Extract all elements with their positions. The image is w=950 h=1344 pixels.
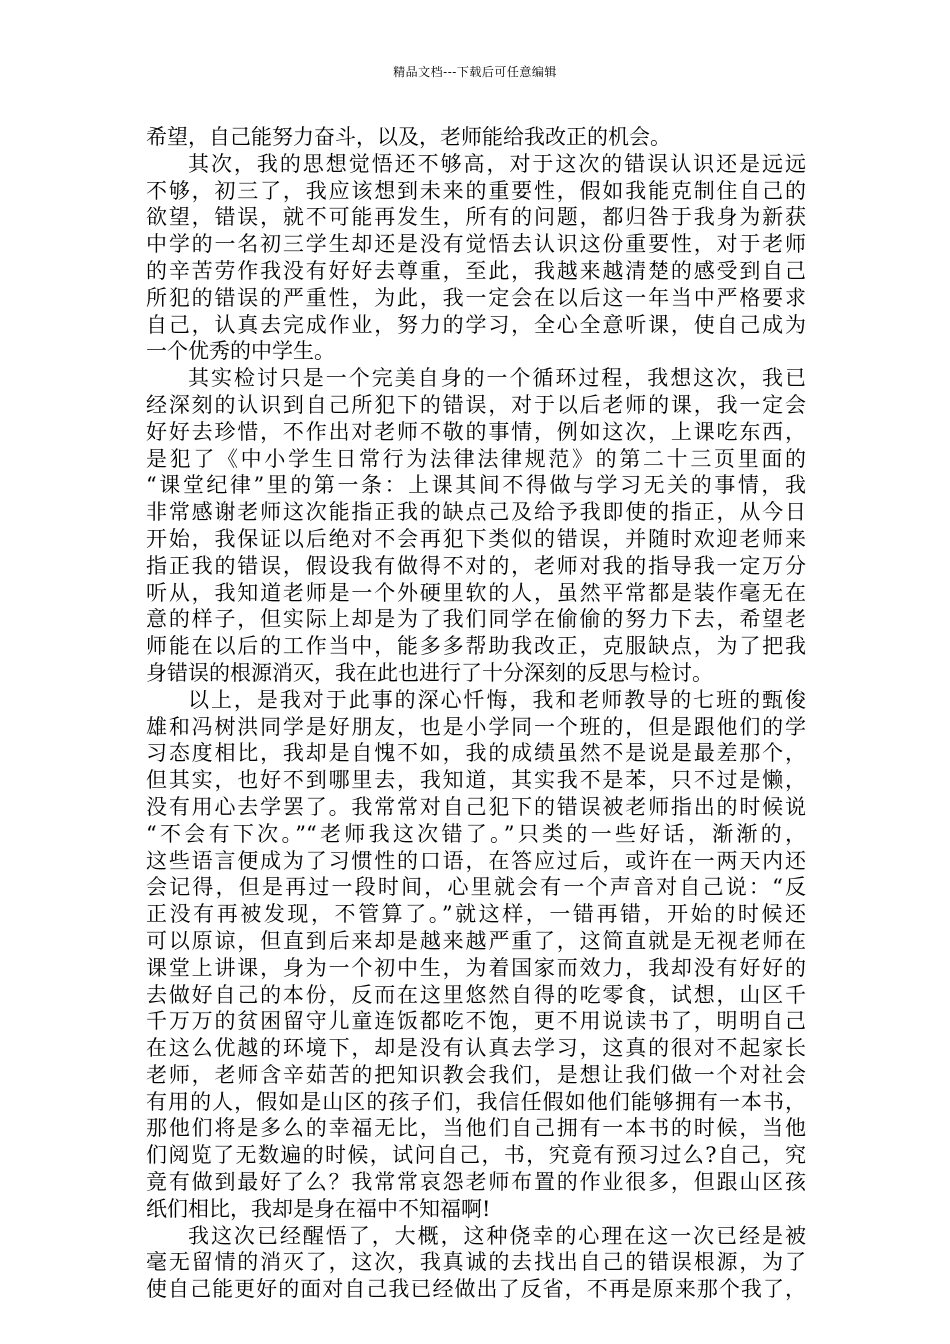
text-line: 不够，初三了，我应该想到未来的重要性，假如我能克制住自己的 (146, 178, 806, 203)
text-line: 听从，我知道老师是一个外硬里软的人，虽然平常都是装作毫无在 (146, 580, 806, 605)
text-line: 经深刻的认识到自己所犯下的错误，对于以后老师的课，我一定会 (146, 392, 806, 417)
text-line: 所犯的错误的严重性，为此，我一定会在以后这一年当中严格要求 (146, 285, 806, 310)
page-header: 精品文档---下载后可任意编辑 (393, 65, 557, 79)
text-line: 那他们将是多么的幸福无比，当他们自己拥有一本书的时候，当他 (146, 1116, 806, 1141)
text-line: 好好去珍惜，不作出对老师不敬的事情，例如这次，上课吃东西， (146, 419, 806, 444)
text-line: 其次，我的思想觉悟还不够高，对于这次的错误认识还是远远 (188, 151, 806, 176)
text-line: 非常感谢老师这次能指正我的缺点己及给予我即使的指正，从今日 (146, 500, 806, 525)
text-line: 是犯了《中小学生日常行为法律法律规范》的第二十三页里面的 (146, 446, 806, 471)
text-line: 我这次已经醒悟了，大概，这种侥幸的心理在这一次已经是被 (188, 1223, 806, 1248)
text-line: 没有用心去学罢了。我常常对自己犯下的错误被老师指出的时候说 (146, 794, 806, 819)
text-line: 雄和冯树洪同学是好朋友，也是小学同一个班的，但是跟他们的学 (146, 714, 806, 739)
text-line: 一个优秀的中学生。 (146, 339, 335, 364)
text-line: “不会有下次。”“老师我这次错了。”只类的一些好话，渐渐的， (146, 821, 806, 846)
text-line: 以上，是我对于此事的深心忏悔，我和老师教导的七班的甄俊 (188, 687, 806, 712)
text-line: 有用的人，假如是山区的孩子们，我信任假如他们能够拥有一本书， (146, 1089, 806, 1114)
text-line: 老师，老师含辛茹苦的把知识教会我们，是想让我们做一个对社会 (146, 1062, 806, 1087)
text-line: 指正我的错误，假设我有做得不对的，老师对我的指导我一定万分 (146, 553, 806, 578)
text-line: 正没有再被发现，不管算了。”就这样，一错再错，开始的时候还 (146, 902, 806, 927)
text-line: 其实检讨只是一个完美自身的一个循环过程，我想这次，我已 (188, 366, 806, 391)
text-line: 们阅览了无数遍的时候，试问自己，书，究竟有预习过么?自己，究 (146, 1143, 806, 1168)
text-line: 纸们相比，我却是身在福中不知福啊! (146, 1196, 491, 1221)
text-line: 去做好自己的本份，反而在这里悠然自得的吃零食，试想，山区千 (146, 982, 806, 1007)
text-line: 课堂上讲课，身为一个初中生，为着国家而效力，我却没有好好的 (146, 955, 806, 980)
text-line: 习态度相比，我却是自愧不如，我的成绩虽然不是说是最差那个， (146, 741, 806, 766)
text-line: 师能在以后的工作当中，能多多帮助我改正，克服缺点，为了把我 (146, 634, 806, 659)
text-line: 竟有做到最好了么？我常常哀怨老师布置的作业很多，但跟山区孩 (146, 1170, 806, 1195)
text-line: 使自己能更好的面对自己我已经做出了反省，不再是原来那个我了， (146, 1277, 806, 1302)
text-line: 身错误的根源消灭，我在此也进行了十分深刻的反思与检讨。 (146, 660, 713, 685)
text-line: 开始，我保证以后绝对不会再犯下类似的错误，并随时欢迎老师来 (146, 526, 806, 551)
text-line: 意的样子，但实际上却是为了我们同学在偷偷的努力下去，希望老 (146, 607, 806, 632)
document-body (146, 124, 806, 1303)
text-line: 希望，自己能努力奋斗，以及，老师能给我改正的机会。 (146, 125, 671, 149)
text-line: 的辛苦劳作我没有好好去尊重，至此，我越来越清楚的感受到自己 (146, 258, 806, 283)
text-line: 千万万的贫困留守儿童连饭都吃不饱，更不用说读书了，明明自己 (146, 1009, 806, 1034)
text-line: 中学的一名初三学生却还是没有觉悟去认识这份重要性，对于老师 (146, 232, 806, 257)
text-line: “课堂纪律”里的第一条：上课其间不得做与学习无关的事情，我 (146, 473, 806, 498)
text-line: 但其实，也好不到哪里去，我知道，其实我不是苯，只不过是懒， (146, 768, 806, 793)
text-line: 自己，认真去完成作业，努力的学习，全心全意听课，使自己成为 (146, 312, 806, 337)
text-line: 会记得，但是再过一段时间，心里就会有一个声音对自己说：“反 (146, 875, 806, 900)
text-line: 毫无留情的消灭了，这次，我真诚的去找出自己的错误根源，为了 (146, 1250, 806, 1275)
text-line: 这些语言便成为了习惯性的口语，在答应过后，或许在一两天内还 (146, 848, 806, 873)
text-line: 可以原谅，但直到后来却是越来越严重了，这简直就是无视老师在 (146, 928, 806, 953)
text-line: 在这么优越的环境下，却是没有认真去学习，这真的很对不起家长 (146, 1036, 806, 1061)
text-line: 欲望，错误，就不可能再发生，所有的问题，都归咎于我身为新获 (146, 205, 806, 230)
